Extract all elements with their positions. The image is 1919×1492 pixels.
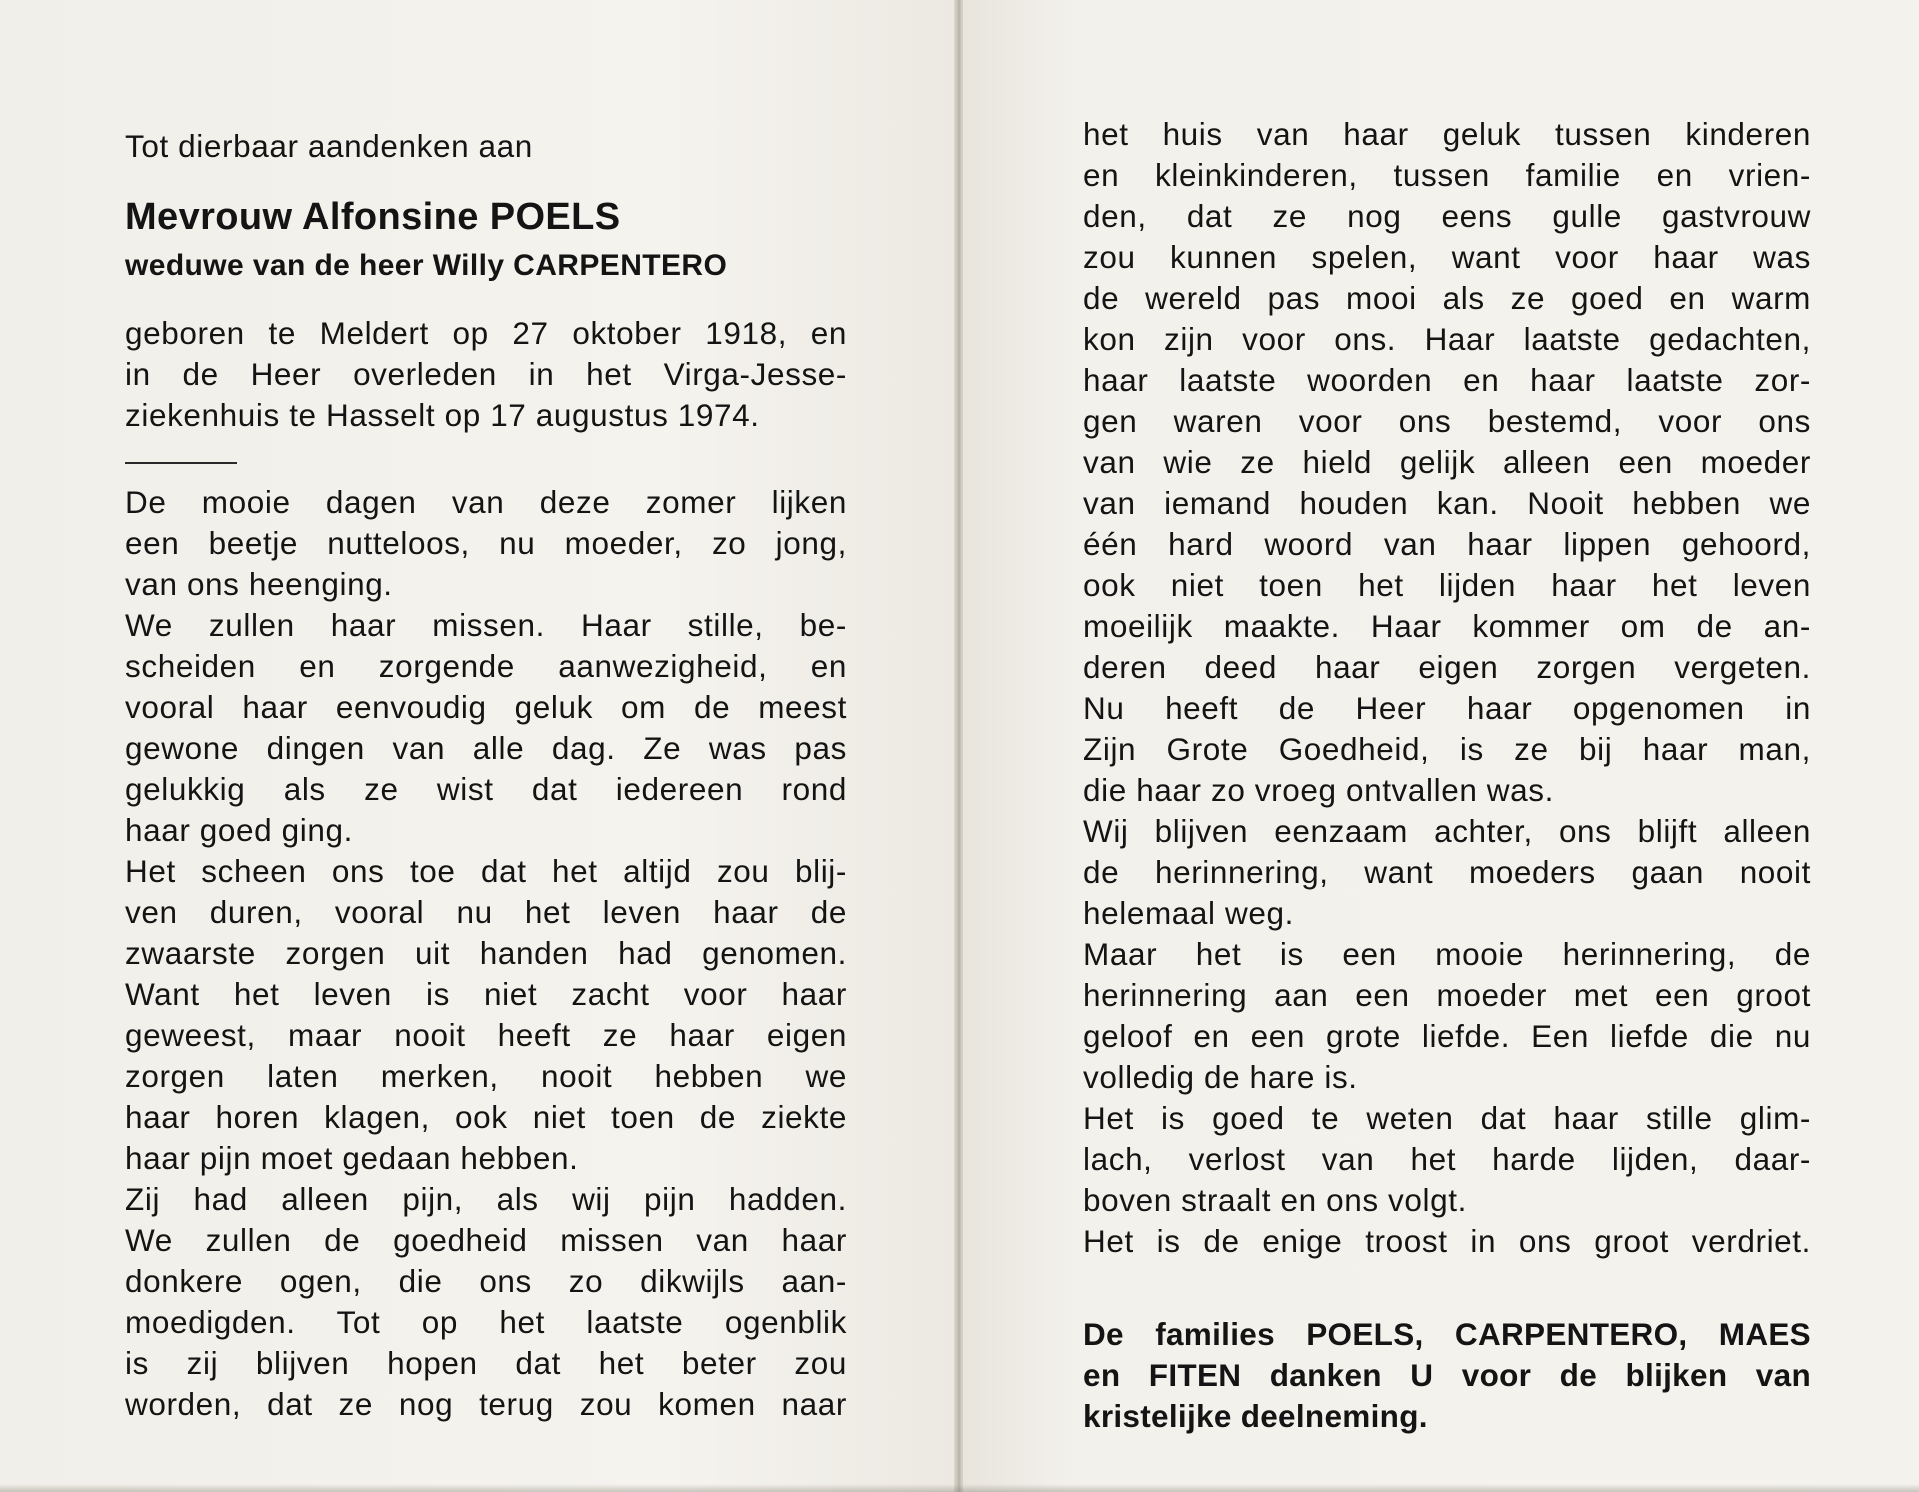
intro-text: Tot dierbaar aandenken aan [125, 128, 533, 164]
text-line: een beetje nutteloos, nu moeder, zo jong, [125, 525, 847, 561]
text-line: boven straalt en ons volgt. [1083, 1182, 1467, 1218]
text-line: We zullen haar missen. Haar stille, be- [125, 607, 847, 643]
text-line: Zijn Grote Goedheid, is ze bij haar man, [1083, 731, 1811, 767]
text-line: Maar het is een mooie herinnering, de [1083, 936, 1811, 972]
text-line: moedigden. Tot op het laatste ogenblik [125, 1304, 847, 1340]
text-line: gelukkig als ze wist dat iedereen rond [125, 771, 847, 807]
left-page [0, 0, 957, 1492]
text-line: geweest, maar nooit heeft ze haar eigen [125, 1017, 847, 1053]
text-line: haar horen klagen, ook niet toen de ziekte [125, 1099, 847, 1135]
text-line: haar pijn moet gedaan hebben. [125, 1140, 579, 1176]
text-line: haar laatste woorden en haar laatste zor- [1083, 362, 1811, 398]
text-line: zou kunnen spelen, want voor haar was [1083, 239, 1811, 275]
text-line: kon zijn voor ons. Haar laatste gedachten, [1083, 321, 1811, 357]
text-line: van wie ze hield gelijk alleen een moeder [1083, 444, 1811, 480]
text-line: lach, verlost van het harde lijden, daar- [1083, 1141, 1811, 1177]
text-line: zorgen laten merken, nooit hebben we [125, 1058, 847, 1094]
text-line: volledig de hare is. [1083, 1059, 1358, 1095]
text-line: worden, dat ze nog terug zou komen naar [125, 1386, 847, 1422]
right-page [963, 0, 1919, 1492]
text-line: geloof en een grote liefde. Een liefde die nu [1083, 1018, 1811, 1054]
text-line: gen waren voor ons bestemd, voor ons [1083, 403, 1811, 439]
text-line: Want het leven is niet zacht voor haar [125, 976, 847, 1012]
text-line: zwaarste zorgen uit handen had genomen. [125, 935, 847, 971]
text-line: de herinnering, want moeders gaan nooit [1083, 854, 1811, 890]
widow-of-line: weduwe van de heer Willy CARPENTERO [125, 249, 728, 282]
text-line: Het is goed te weten dat haar stille glim- [1083, 1100, 1811, 1136]
text-line: We zullen de goedheid missen van haar [125, 1222, 847, 1258]
text-line: Nu heeft de Heer haar opgenomen in [1083, 690, 1811, 726]
text-line: gewone dingen van alle dag. Ze was pas [125, 730, 847, 766]
text-line: deren deed haar eigen zorgen vergeten. [1083, 649, 1811, 685]
text-line: van ons heenging. [125, 566, 393, 602]
text-line: moeilijk maakte. Haar kommer om de an- [1083, 608, 1811, 644]
birth-line: in de Heer overleden in het Virga-Jesse- [125, 356, 847, 392]
deceased-name: Mevrouw Alfonsine POELS [125, 196, 621, 238]
closing-line: De families POELS, CARPENTERO, MAES [1083, 1316, 1811, 1352]
divider-rule [125, 462, 237, 464]
text-line: helemaal weg. [1083, 895, 1294, 931]
text-line: het huis van haar geluk tussen kinderen [1083, 116, 1811, 152]
text-line: ook niet toen het lijden haar het leven [1083, 567, 1811, 603]
card-bottom-edge [0, 1484, 1919, 1492]
text-line: De mooie dagen van deze zomer lijken [125, 484, 847, 520]
text-line: één hard woord van haar lippen gehoord, [1083, 526, 1811, 562]
text-line: herinnering aan een moeder met een groot [1083, 977, 1811, 1013]
text-line: Het is de enige troost in ons groot verdriet. [1083, 1223, 1811, 1259]
text-line: vooral haar eenvoudig geluk om de meest [125, 689, 847, 725]
text-line: de wereld pas mooi als ze goed en warm [1083, 280, 1811, 316]
closing-line: kristelijke deelneming. [1083, 1398, 1428, 1434]
text-line: is zij blijven hopen dat het beter zou [125, 1345, 847, 1381]
text-line: ven duren, vooral nu het leven haar de [125, 894, 847, 930]
closing-line: en FITEN danken U voor de blijken van [1083, 1357, 1811, 1393]
birth-line: ziekenhuis te Hasselt op 17 augustus 1974. [125, 397, 760, 433]
text-line: den, dat ze nog eens gulle gastvrouw [1083, 198, 1811, 234]
text-line: haar goed ging. [125, 812, 353, 848]
text-line: van iemand houden kan. Nooit hebben we [1083, 485, 1811, 521]
text-line: donkere ogen, die ons zo dikwijls aan- [125, 1263, 847, 1299]
text-line: Wij blijven eenzaam achter, ons blijft alleen [1083, 813, 1811, 849]
text-line: en kleinkinderen, tussen familie en vrien- [1083, 157, 1811, 193]
text-line: die haar zo vroeg ontvallen was. [1083, 772, 1554, 808]
text-line: Het scheen ons toe dat het altijd zou blij- [125, 853, 847, 889]
text-line: Zij had alleen pijn, als wij pijn hadden. [125, 1181, 847, 1217]
birth-line: geboren te Meldert op 27 oktober 1918, en [125, 315, 847, 351]
text-line: scheiden en zorgende aanwezigheid, en [125, 648, 847, 684]
